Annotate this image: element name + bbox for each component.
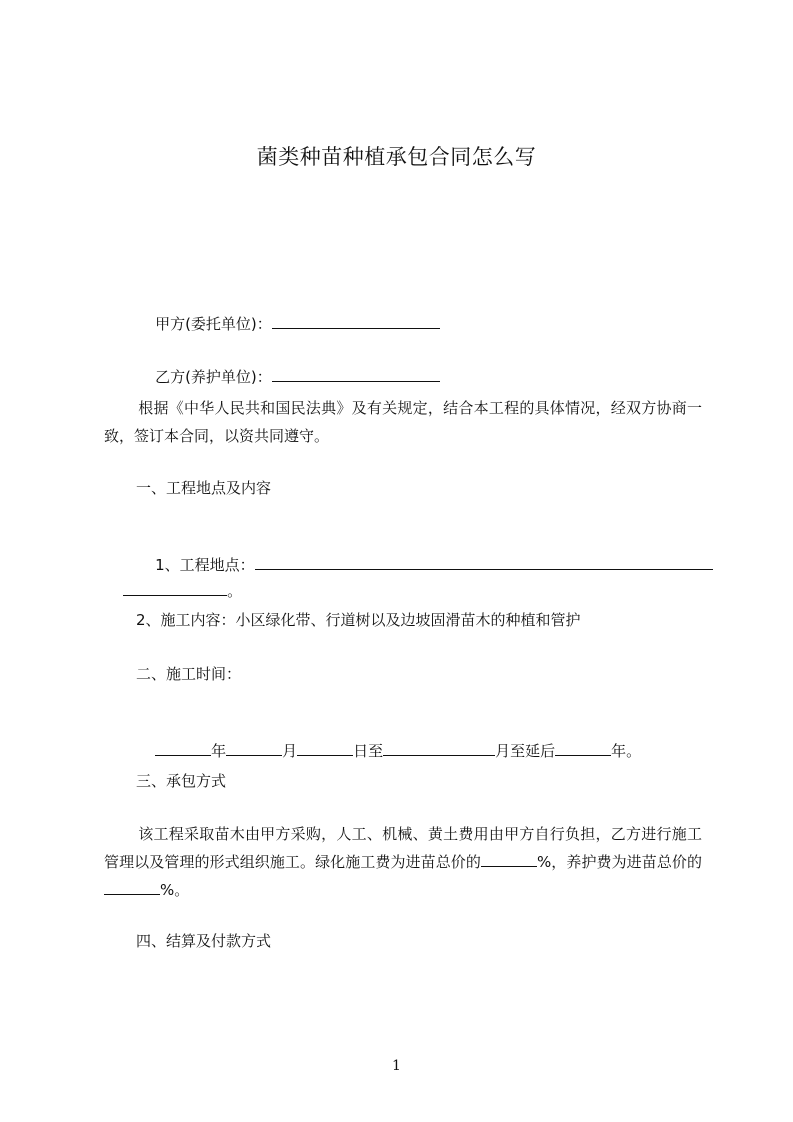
intro-text: 根据《中华人民共和国民法典》及有关规定，结合本工程的具体情况，经双方协商一致，签订本合同，以资共同遵守。 xyxy=(104,399,702,445)
contract-text-2: %，养护费为进苗总价的 xyxy=(536,853,702,871)
schedule-year-end-label: 年。 xyxy=(611,742,642,760)
site-address-blank-1 xyxy=(255,553,713,570)
party-b-blank xyxy=(272,365,440,382)
item-1-end: 。 xyxy=(227,582,243,600)
maintenance-fee-blank xyxy=(104,878,160,895)
document-title: 菌类种苗种植承包合同怎么写 xyxy=(256,145,537,169)
extension-year-blank xyxy=(555,739,611,756)
party-a-label: 甲方(委托单位)： xyxy=(155,315,272,333)
contract-text-3: %。 xyxy=(160,881,190,899)
schedule-month-label: 月 xyxy=(282,742,298,760)
item-1-label: 1、工程地点： xyxy=(155,556,255,574)
end-month-blank xyxy=(383,739,495,756)
contract-paragraph xyxy=(104,820,702,904)
party-b-label: 乙方(养护单位)： xyxy=(155,368,272,386)
construction-fee-blank xyxy=(481,850,537,867)
section-4-heading: 四、结算及付款方式 xyxy=(136,932,272,950)
page-number: 1 xyxy=(392,1058,401,1074)
schedule-month-to-label: 月至延后 xyxy=(495,742,556,760)
schedule-year-label: 年 xyxy=(211,742,227,760)
schedule-day-to-label: 日至 xyxy=(353,742,384,760)
contract-text-1: 该工程采取苗木由甲方采购，人工、机械、黄土费用由甲方自行负担，乙方进行施工管理以及管理的形式组织施工。绿化施工费为进苗总价的 xyxy=(104,825,702,871)
section-1-heading: 一、工程地点及内容 xyxy=(136,479,272,497)
intro-paragraph xyxy=(104,394,702,450)
start-day-blank xyxy=(297,739,353,756)
item-2-text: 2、施工内容：小区绿化带、行道树以及边坡固滑苗木的种植和管护 xyxy=(136,611,581,629)
section-2-heading: 二、施工时间： xyxy=(136,665,242,683)
start-month-blank xyxy=(226,739,282,756)
party-a-blank xyxy=(272,312,440,329)
start-year-blank xyxy=(155,739,211,756)
section-3-heading: 三、承包方式 xyxy=(136,772,227,790)
site-address-blank-2 xyxy=(123,579,227,596)
